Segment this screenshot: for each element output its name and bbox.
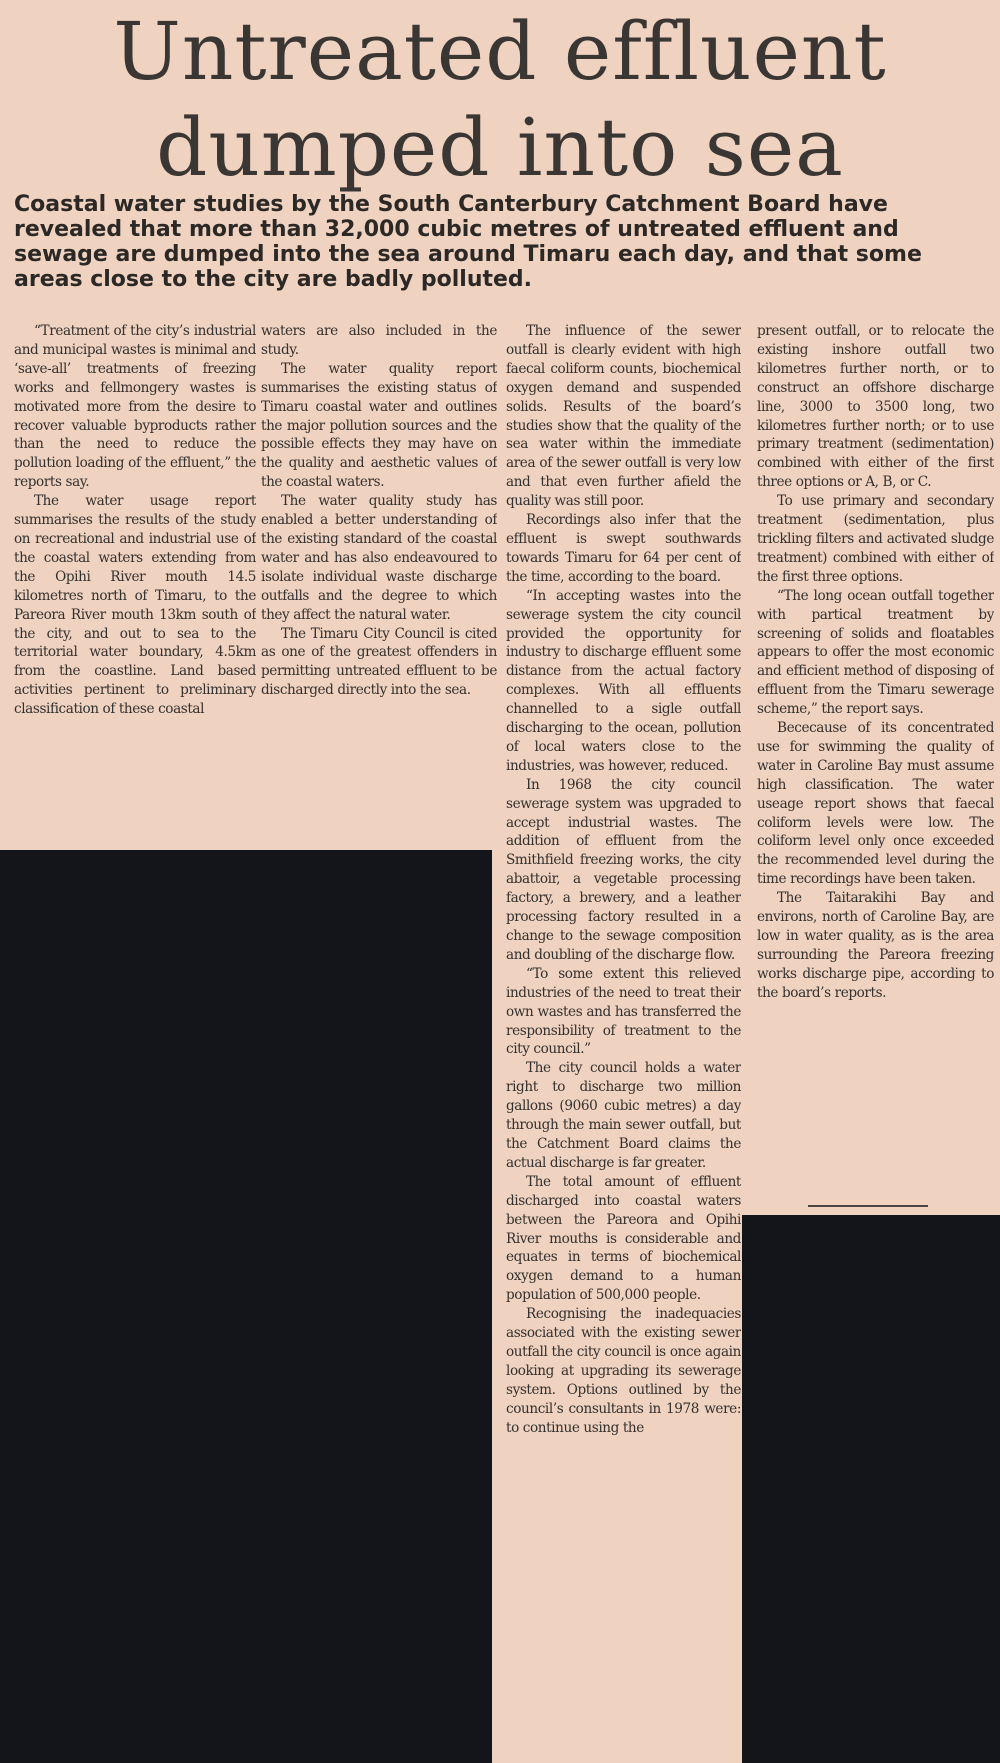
paragraph: “To some extent this relieved industries of the need to treat their own wastes and has transferred the responsibility of treatment to the city council.” <box>506 965 741 1058</box>
paragraph: The Taitarakihi Bay and environs, north of Caroline Bay, are low in water quality, as is the area surrounding the Pareora freezing works discharge pipe, according to the board’s reports. <box>757 890 994 1001</box>
paragraph: present outfall, or to relocate the existing inshore outfall two kilometres further north, or to construct an offshore discharge line, 3000 to 3500 long, two kilometres further north; or to use primary treatment (sedimentation) combined with either of the first three options or A, B, or C. <box>757 323 994 491</box>
headline-line: dumped into sea <box>156 101 844 194</box>
paragraph: The influence of the sewer outfall is clearly evident with high faecal coliform counts, biochemical oxygen demand and suspended solids. Results of the board’s studies show that the quality of the sea water within the immediate area of the sewer outfall is very low and that even further afield the quality was still poor. <box>506 323 741 510</box>
paragraph: The water quality report summarises the existing status of Timaru coastal water and outlines the major pollution sources and the possible effects they may have on the quality and aesthetic values of the coastal waters. <box>261 360 497 491</box>
paragraph: Recordings also infer that the effluent is swept southwards towards Timaru for 64 per cent of the time, according to the board. <box>506 512 741 585</box>
paragraph: Bececause of its concentrated use for swimming the quality of water in Caroline Bay must assume high classification. The water useage report shows that faecal coliform levels were low. The coliform level only once exceeded the recommended level during the time recordings have been taken. <box>757 720 994 888</box>
paragraph: The Timaru City Council is cited as one of the greatest offenders in permitting untreated effluent to be discharged directly into the sea. <box>261 625 497 699</box>
article-column-2 <box>261 322 497 842</box>
paragraph: “In accepting wastes into the sewerage system the city council provided the opportunity for industry to discharge effluent some distance from the actual factory complexes. With all effluents channelled to a sigle outfall discharging to the ocean, pollution of local waters close to the industries, was however, reduced. <box>506 587 741 774</box>
article-column-4 <box>757 322 994 1202</box>
paragraph: The water usage report summarises the results of the study on recreational and industrial use of the coastal waters extending from the Opihi River mouth 14.5 kilometres north of Timaru, to the Pareora River mouth 13km south of the city, and out to sea to the territorial water boundary, 4.5km from the coastline. Land based activities pertinent to preliminary classification of these coastal <box>14 493 256 718</box>
end-rule <box>808 1205 928 1207</box>
paragraph: The city council holds a water right to discharge two million gallons (9060 cubic metres) a day through the main sewer outfall, but the Catchment Board claims the actual discharge is far greater. <box>506 1060 741 1171</box>
headline <box>0 4 1000 196</box>
paragraph: The total amount of effluent discharged into coastal waters between the Pareora and Opihi River mouths is considerable and equates in terms of biochemical oxygen demand to a human population of 500,000 people. <box>506 1173 741 1304</box>
paragraph: “Treatment of the city’s industrial and municipal wastes is minimal and ‘save-all’ treatments of freezing works and fellmongery wastes is motivated more from the desire to recover valuable byproducts rather than the need to reduce the pollution loading of the effluent,” the reports say. <box>14 323 256 491</box>
paragraph: “The long ocean outfall together with partical treatment by screening of solids and floatables appears to offer the most economic and efficient method of disposing of effluent from the Timaru sewerage scheme,” the report says. <box>757 587 994 718</box>
paragraph: waters are also included in the study. <box>261 323 497 358</box>
article-deck: Coastal water studies by the South Canterbury Catchment Board have revealed that more than 32,000 cubic metres of untreated effluent and sewage are dumped into the sea around Timaru each day, and that some areas close to the city are badly polluted. <box>14 192 922 292</box>
paragraph: Recognising the inadequacies associated with the existing sewer outfall the city council is once again looking at upgrading its sewerage system. Options outlined by the council’s consultants in 1978 were: to continue using the <box>506 1306 741 1436</box>
article-column-1 <box>14 322 256 842</box>
paragraph: The water quality study has enabled a better understanding of the existing standard of the coastal water and has also endeavoured to isolate individual waste discharge outfalls and the degree to which they affect the natural water. <box>261 493 497 623</box>
headline-line: Untreated effluent <box>113 5 887 98</box>
article-column-3 <box>506 322 741 1762</box>
paragraph: In 1968 the city council sewerage system was upgraded to accept industrial wastes. The addition of effluent from the Smithfield freezing works, the city abattoir, a vegetable processing factory, a brewery, and a leather processing factory resulted in a change to the sewage composition and doubling of the discharge flow. <box>506 776 741 963</box>
paragraph: To use primary and secondary treatment (sedimentation, plus trickling filters and activated sludge treatment) combined with either of the first three options. <box>757 493 994 585</box>
